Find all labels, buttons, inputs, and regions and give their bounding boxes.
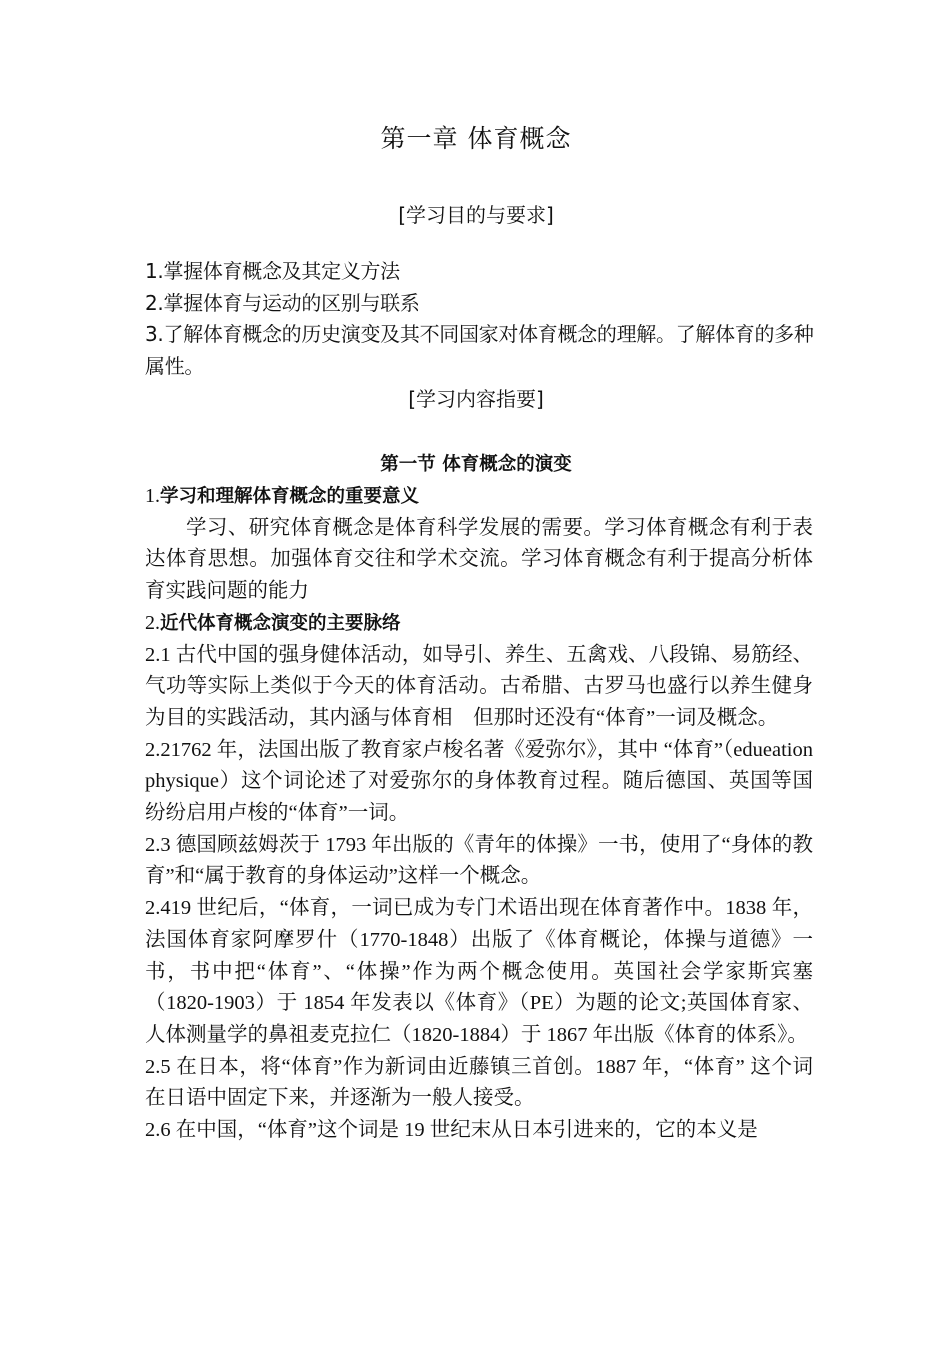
paragraph-2-4: 2.419 世纪后，“体育，一词已成为专门术语出现在体育著作中。1838 年，法国体育家阿摩罗什（1770-1848）出版了《体育概论，体操与道德》一书，书中把“体育”、“体操”作为两个概念使用。英国社会学家斯宾塞（1820-1903）于 1854 年发表以《体育》（PE）为题的论文;英国体育家、人体测量学的鼻祖麦克拉仁（1820-1884）于 1867 年出版《体育的体系》。 [145, 897, 813, 1046]
subheading-text: 近代体育概念演变的主要脉络 [160, 612, 401, 634]
objective-item: 1.掌握体育概念及其定义方法 [145, 259, 400, 283]
paragraph-2-5: 2.5 在日本，将“体育”作为新词由近藤镇三首创。1887 年，“体育” 这个词在日语中固定下来，并逐渐为一般人接受。 [145, 1055, 813, 1110]
objective-item: 2.掌握体育与运动的区别与联系 [145, 290, 420, 315]
subheading-evolution [145, 608, 813, 640]
section-title: 第一节 体育概念的演变 [380, 454, 572, 475]
chapter-title: 第一章 体育概念 [380, 124, 572, 153]
objective-item: 3.了解体育概念的历史演变及其不同国家对体育概念的理解。了解体育的多种属性。 [145, 322, 814, 378]
section-body [145, 481, 813, 1147]
subheading-number: 1. [145, 485, 160, 507]
subheading-number: 2. [145, 611, 160, 634]
subheading-importance [145, 481, 813, 513]
subheading-text: 学习和理解体育概念的重要意义 [160, 486, 420, 507]
objectives-list [145, 256, 815, 382]
paragraph-2-2: 2.21762 年，法国出版了教育家卢梭名著《爱弥尔》，其中 “体育”（edueation physique）这个词论述了对爱弥尔的身体教育过程。随后德国、英国等国纷纷启用卢梭的“体育”一词。 [145, 738, 813, 825]
paragraph-2-1: 2.1 古代中国的强身健体活动，如导引、养生、五禽戏、八段锦、易筋经、气功等实际上类似于今天的体育活动。古希腊、古罗马也盛行以养生健身为目的实践活动，其内涵与体育相 但那时还没有“体育”一词及概念。 [145, 643, 813, 729]
paragraph-importance: 学习、研究体育概念是体育科学发展的需要。学习体育概念有利于表达体育思想。加强体育交往和学术交流。学习体育概念有利于提高分析体育实践问题的能力 [145, 516, 813, 603]
paragraph-2-3: 2.3 德国顾兹姆茨于 1793 年出版的《青年的体操》一书，使用了“身体的教育”和“属于教育的身体运动”这样一个概念。 [145, 833, 813, 888]
content-guide-heading: [学习内容指要] [408, 387, 544, 411]
objectives-heading: [学习目的与要求] [398, 203, 554, 227]
paragraph-2-6: 2.6 在中国，“体育”这个词是 19 世纪末从日本引进来的，它的本义是 [145, 1119, 758, 1142]
